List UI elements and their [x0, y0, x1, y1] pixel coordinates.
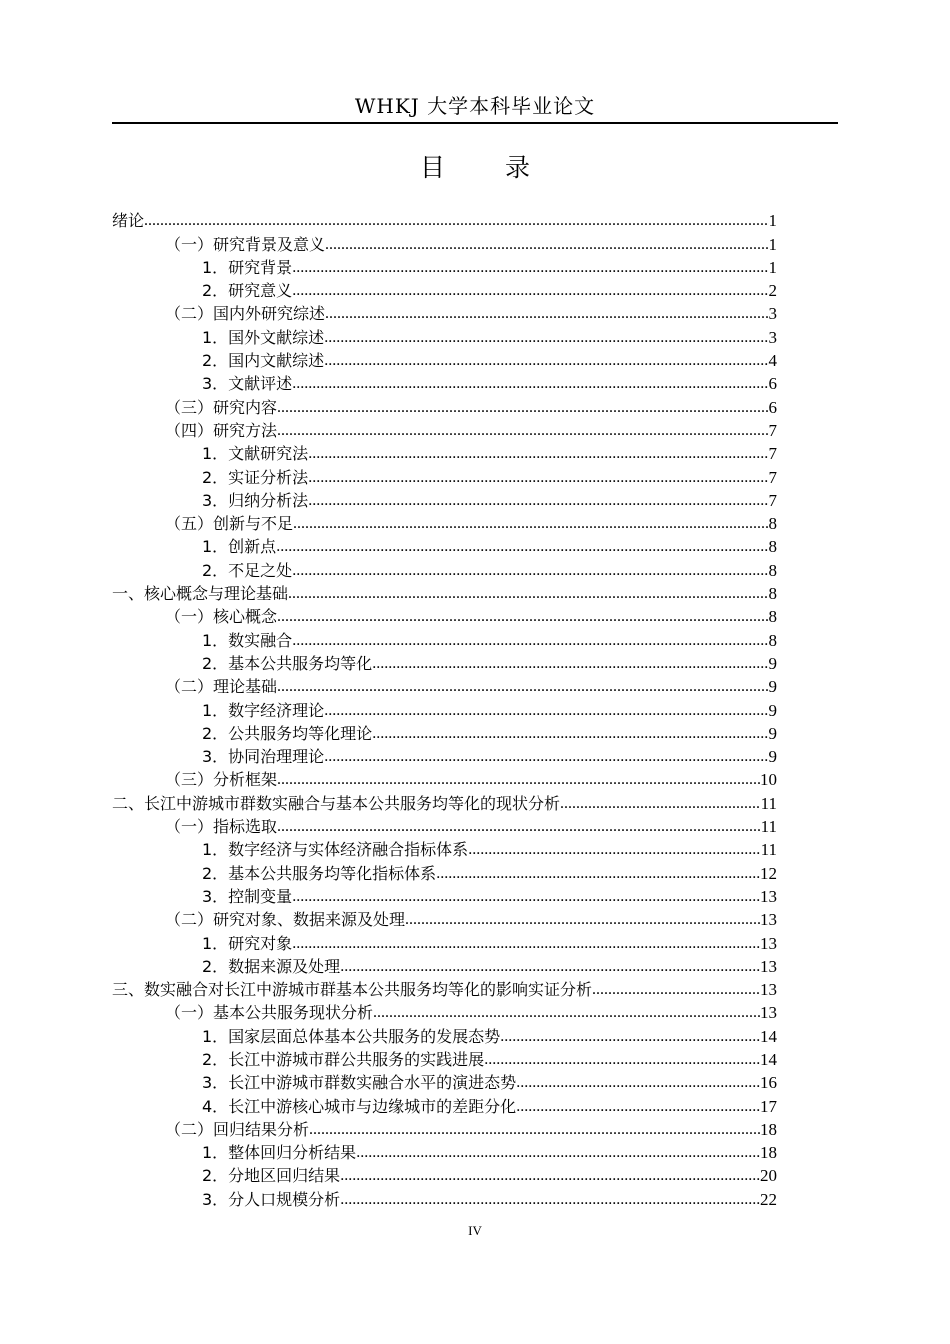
toc-entry-page: 1 [768, 211, 777, 231]
toc-dot-leader [325, 302, 768, 325]
toc-entry-label: （二）国内外研究综述 [165, 304, 326, 324]
toc-entry-label: （二）回归结果分析 [165, 1119, 310, 1139]
toc-entry-page: 22 [760, 1189, 777, 1209]
toc-dot-leader [500, 1025, 760, 1048]
toc-entry-label: 2．实证分析法 [202, 467, 309, 487]
toc-dot-leader [277, 768, 760, 791]
toc-entry-label: 2．长江中游城市群公共服务的实践进展 [202, 1049, 485, 1069]
toc-entry-label: （一）基本公共服务现状分析 [165, 1003, 374, 1023]
toc-entry[interactable] [112, 372, 777, 395]
toc-dot-leader [277, 815, 761, 838]
toc-entry[interactable] [112, 1164, 777, 1187]
toc-entry[interactable] [112, 489, 777, 512]
toc-dot-leader [292, 885, 760, 908]
toc-entry[interactable] [112, 395, 777, 418]
toc-entry[interactable] [112, 1118, 777, 1141]
toc-entry-page: 8 [768, 584, 777, 604]
toc-entry[interactable] [112, 256, 777, 279]
toc-entry-label: 1．研究背景 [202, 257, 293, 277]
toc-entry-page: 7 [768, 467, 777, 487]
toc-entry-label: 3．控制变量 [202, 886, 293, 906]
toc-entry-label: 1．数字经济与实体经济融合指标体系 [202, 840, 469, 860]
toc-dot-leader [308, 489, 768, 512]
toc-entry-page: 13 [760, 1003, 777, 1023]
toc-entry-page: 1 [768, 257, 777, 277]
toc-entry-page: 11 [760, 817, 777, 837]
toc-dot-leader [340, 1164, 760, 1187]
toc-entry-label: （三）研究内容 [165, 397, 278, 417]
toc-entry-page: 17 [760, 1096, 777, 1116]
toc-entry-label: （一）核心概念 [165, 607, 278, 627]
toc-dot-leader [468, 838, 760, 861]
toc-entry[interactable] [112, 209, 777, 232]
table-of-contents [112, 209, 777, 1211]
toc-dot-leader [356, 1141, 760, 1164]
toc-dot-leader [288, 582, 768, 605]
toc-entry[interactable] [112, 1001, 777, 1024]
toc-entry-page: 6 [768, 397, 777, 417]
toc-entry[interactable] [112, 512, 777, 535]
toc-dot-leader [592, 978, 760, 1001]
toc-entry-page: 14 [760, 1049, 777, 1069]
toc-dot-leader [340, 955, 760, 978]
toc-entry[interactable] [112, 885, 777, 908]
toc-dot-leader [516, 1095, 760, 1118]
toc-dot-leader [292, 372, 768, 395]
toc-entry-label: 绪论 [112, 211, 145, 231]
toc-entry[interactable] [112, 1187, 777, 1210]
toc-entry[interactable] [112, 768, 777, 791]
toc-entry[interactable] [112, 931, 777, 954]
toc-dot-leader [436, 862, 760, 885]
toc-entry-page: 9 [768, 677, 777, 697]
toc-entry-page: 13 [760, 956, 777, 976]
toc-entry[interactable] [112, 279, 777, 302]
toc-entry-label: （三）分析框架 [165, 770, 278, 790]
toc-entry[interactable] [112, 722, 777, 745]
toc-entry[interactable] [112, 605, 777, 628]
toc-entry-page: 8 [768, 514, 777, 534]
toc-entry[interactable] [112, 1141, 777, 1164]
toc-entry-label: 2．公共服务均等化理论 [202, 723, 373, 743]
toc-dot-leader [373, 1001, 760, 1024]
toc-dot-leader [277, 605, 768, 628]
page-number: IV [468, 1223, 482, 1238]
toc-entry[interactable] [112, 232, 777, 255]
toc-entry-page: 9 [768, 700, 777, 720]
toc-entry-label: 1．文献研究法 [202, 444, 309, 464]
toc-entry-page: 6 [768, 374, 777, 394]
toc-entry-page: 7 [768, 490, 777, 510]
toc-entry-label: （四）研究方法 [165, 420, 278, 440]
toc-entry-page: 3 [768, 327, 777, 347]
toc-entry-label: 1．数实融合 [202, 630, 293, 650]
toc-entry[interactable] [112, 325, 777, 348]
toc-entry-label: 1．国外文献综述 [202, 327, 325, 347]
toc-dot-leader [325, 233, 768, 256]
toc-entry-page: 2 [768, 281, 777, 301]
toc-entry[interactable] [112, 419, 777, 442]
toc-entry[interactable] [112, 442, 777, 465]
toc-entry-page: 13 [760, 933, 777, 953]
toc-dot-leader [292, 932, 760, 955]
toc-entry-page: 12 [760, 863, 777, 883]
toc-dot-leader [372, 722, 768, 745]
toc-entry[interactable] [112, 955, 777, 978]
toc-dot-leader [292, 256, 768, 279]
toc-entry-label: 2．基本公共服务均等化指标体系 [202, 863, 437, 883]
toc-entry-page: 9 [768, 653, 777, 673]
toc-entry-label: （一）研究背景及意义 [165, 234, 326, 254]
header-title: WHKJ 大学本科毕业论文 [354, 94, 596, 118]
toc-dot-leader [308, 466, 768, 489]
toc-entry-page: 7 [768, 444, 777, 464]
toc-entry-label: 2．研究意义 [202, 281, 293, 301]
toc-dot-leader [276, 535, 768, 558]
toc-dot-leader [324, 349, 768, 372]
toc-entry-label: 1．整体回归分析结果 [202, 1143, 357, 1163]
toc-entry[interactable] [112, 791, 777, 814]
toc-entry[interactable] [112, 302, 777, 325]
toc-dot-leader [277, 675, 768, 698]
toc-entry[interactable] [112, 465, 777, 488]
toc-dot-leader [277, 419, 768, 442]
toc-entry-label: 一、核心概念与理论基础 [112, 584, 289, 604]
toc-entry-page: 8 [768, 607, 777, 627]
toc-entry-page: 9 [768, 747, 777, 767]
toc-entry-page: 11 [760, 793, 777, 813]
toc-entry-page: 10 [760, 770, 777, 790]
toc-entry-page: 3 [768, 304, 777, 324]
toc-entry-label: 2．分地区回归结果 [202, 1166, 341, 1186]
toc-dot-leader [340, 1188, 760, 1211]
toc-entry[interactable] [112, 908, 777, 931]
toc-dot-leader [292, 559, 768, 582]
toc-entry[interactable] [112, 675, 777, 698]
toc-title: 目 录 [420, 153, 556, 182]
toc-entry-label: 1．数字经济理论 [202, 700, 325, 720]
toc-dot-leader [293, 512, 768, 535]
toc-entry-label: 2．不足之处 [202, 560, 293, 580]
toc-dot-leader [292, 279, 768, 302]
toc-entry[interactable] [112, 582, 777, 605]
toc-entry-label: 2．国内文献综述 [202, 351, 325, 371]
toc-entry-page: 13 [760, 886, 777, 906]
toc-entry-page: 8 [768, 560, 777, 580]
toc-entry-page: 20 [760, 1166, 777, 1186]
toc-dot-leader [484, 1048, 760, 1071]
toc-entry-label: （五）创新与不足 [165, 514, 294, 534]
toc-entry-label: 二、长江中游城市群数实融合与基本公共服务均等化的现状分析 [112, 793, 561, 813]
toc-entry-label: 1．国家层面总体基本公共服务的发展态势 [202, 1026, 501, 1046]
toc-entry-label: （二）理论基础 [165, 677, 278, 697]
toc-entry[interactable] [112, 558, 777, 581]
toc-entry-label: 2．数据来源及处理 [202, 956, 341, 976]
toc-entry-label: 3．协同治理理论 [202, 747, 325, 767]
page-header [112, 90, 838, 124]
toc-dot-leader [324, 745, 768, 768]
toc-dot-leader [324, 699, 768, 722]
toc-entry-page: 1 [768, 234, 777, 254]
toc-entry[interactable] [112, 628, 777, 651]
toc-dot-leader [516, 1071, 760, 1094]
toc-entry-label: 1．创新点 [202, 537, 277, 557]
toc-entry-page: 8 [768, 537, 777, 557]
toc-dot-leader [405, 908, 760, 931]
toc-entry-label: 2．基本公共服务均等化 [202, 653, 373, 673]
toc-entry[interactable] [112, 1048, 777, 1071]
toc-entry-page: 8 [768, 630, 777, 650]
toc-entry-label: （二）研究对象、数据来源及处理 [165, 910, 406, 930]
toc-entry[interactable] [112, 978, 777, 1001]
toc-entry[interactable] [112, 698, 777, 721]
toc-entry-label: 三、数实融合对长江中游城市群基本公共服务均等化的影响实证分析 [112, 980, 593, 1000]
toc-entry[interactable] [112, 815, 777, 838]
toc-entry[interactable] [112, 838, 777, 861]
toc-entry-page: 18 [760, 1143, 777, 1163]
toc-dot-leader [292, 629, 768, 652]
toc-entry[interactable] [112, 745, 777, 768]
toc-entry-page: 14 [760, 1026, 777, 1046]
toc-entry-label: 4．长江中游核心城市与边缘城市的差距分化 [202, 1096, 517, 1116]
toc-entry[interactable] [112, 1071, 777, 1094]
toc-dot-leader [277, 396, 768, 419]
toc-dot-leader [372, 652, 768, 675]
toc-entry-page: 13 [760, 910, 777, 930]
toc-entry-page: 4 [768, 351, 777, 371]
toc-dot-leader [144, 209, 768, 232]
toc-entry[interactable] [112, 652, 777, 675]
toc-entry[interactable] [112, 349, 777, 372]
toc-entry[interactable] [112, 535, 777, 558]
toc-entry-label: 3．分人口规模分析 [202, 1189, 341, 1209]
toc-entry-label: （一）指标选取 [165, 817, 278, 837]
toc-entry-label: 1．研究对象 [202, 933, 293, 953]
toc-entry-page: 7 [768, 420, 777, 440]
toc-entry-page: 9 [768, 723, 777, 743]
toc-entry-page: 13 [760, 980, 777, 1000]
toc-entry[interactable] [112, 861, 777, 884]
toc-entry-page: 18 [760, 1119, 777, 1139]
toc-entry-label: 3．长江中游城市群数实融合水平的演进态势 [202, 1073, 517, 1093]
toc-entry-label: 3．文献评述 [202, 374, 293, 394]
toc-entry-page: 11 [760, 840, 777, 860]
toc-entry[interactable] [112, 1024, 777, 1047]
toc-dot-leader [560, 792, 761, 815]
toc-dot-leader [324, 326, 768, 349]
toc-entry[interactable] [112, 1094, 777, 1117]
toc-dot-leader [308, 442, 768, 465]
toc-dot-leader [309, 1118, 760, 1141]
toc-entry-label: 3．归纳分析法 [202, 490, 309, 510]
toc-entry-page: 16 [760, 1073, 777, 1093]
